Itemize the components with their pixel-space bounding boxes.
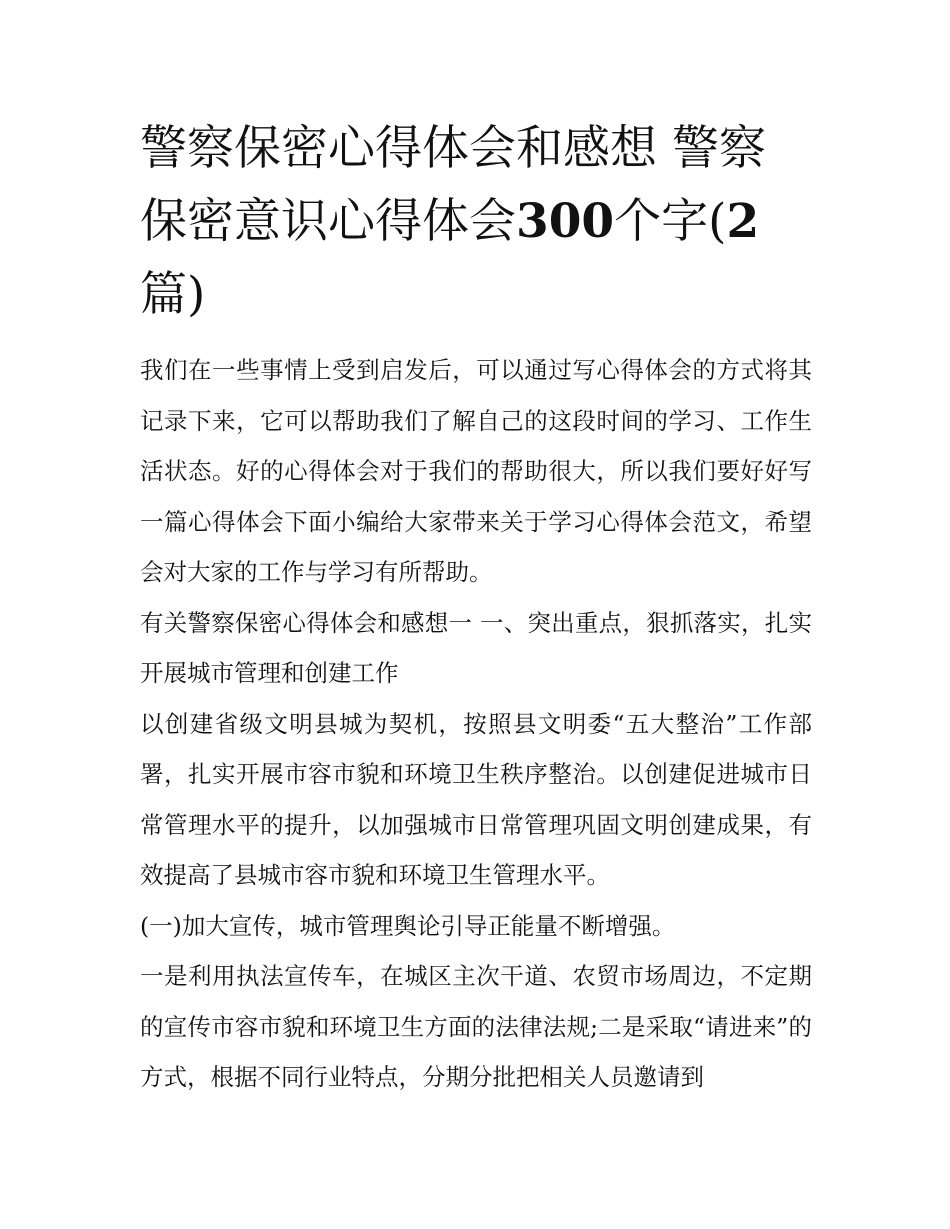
paragraph-detail: 一是利用执法宣传车，在城区主次干道、农贸市场周边，不定期的宣传市容市貌和环境卫生方面的法律法规;二是采取“请进来”的方式，根据不同行业特点，分期分批把相关人员邀请到 — [140, 962, 812, 1091]
paragraph-intro: 我们在一些事情上受到启发后，可以通过写心得体会的方式将其记录下来，它可以帮助我们了解自己的这段时间的学习、工作生活状态。好的心得体会对于我们的帮助很大，所以我们要好好写一篇心得体会下面小编给大家带来关于学习心得体会范文，希望会对大家的工作与学习有所帮助。 — [140, 356, 812, 586]
document-body — [140, 112, 812, 1103]
paragraph-section-body: 以创建省级文明县城为契机，按照县文明委“五大整治”工作部署，扎实开展市容市貌和环境卫生秩序整治。以创建促进城市日常管理水平的提升，以加强城市日常管理巩固文明创建成果，有效提高了县城市容市貌和环境卫生管理水平。 — [140, 709, 812, 889]
paragraph-subheading: (一)加大宣传，城市管理舆论引导正能量不断增强。 — [140, 911, 676, 940]
document-title: 警察保密心得体会和感想 警察保密意识心得体会300个字(2篇) — [140, 121, 766, 322]
paragraph-section-heading: 有关警察保密心得体会和感想一 一、突出重点，狠抓落实，扎实开展城市管理和创建工作 — [140, 608, 812, 687]
